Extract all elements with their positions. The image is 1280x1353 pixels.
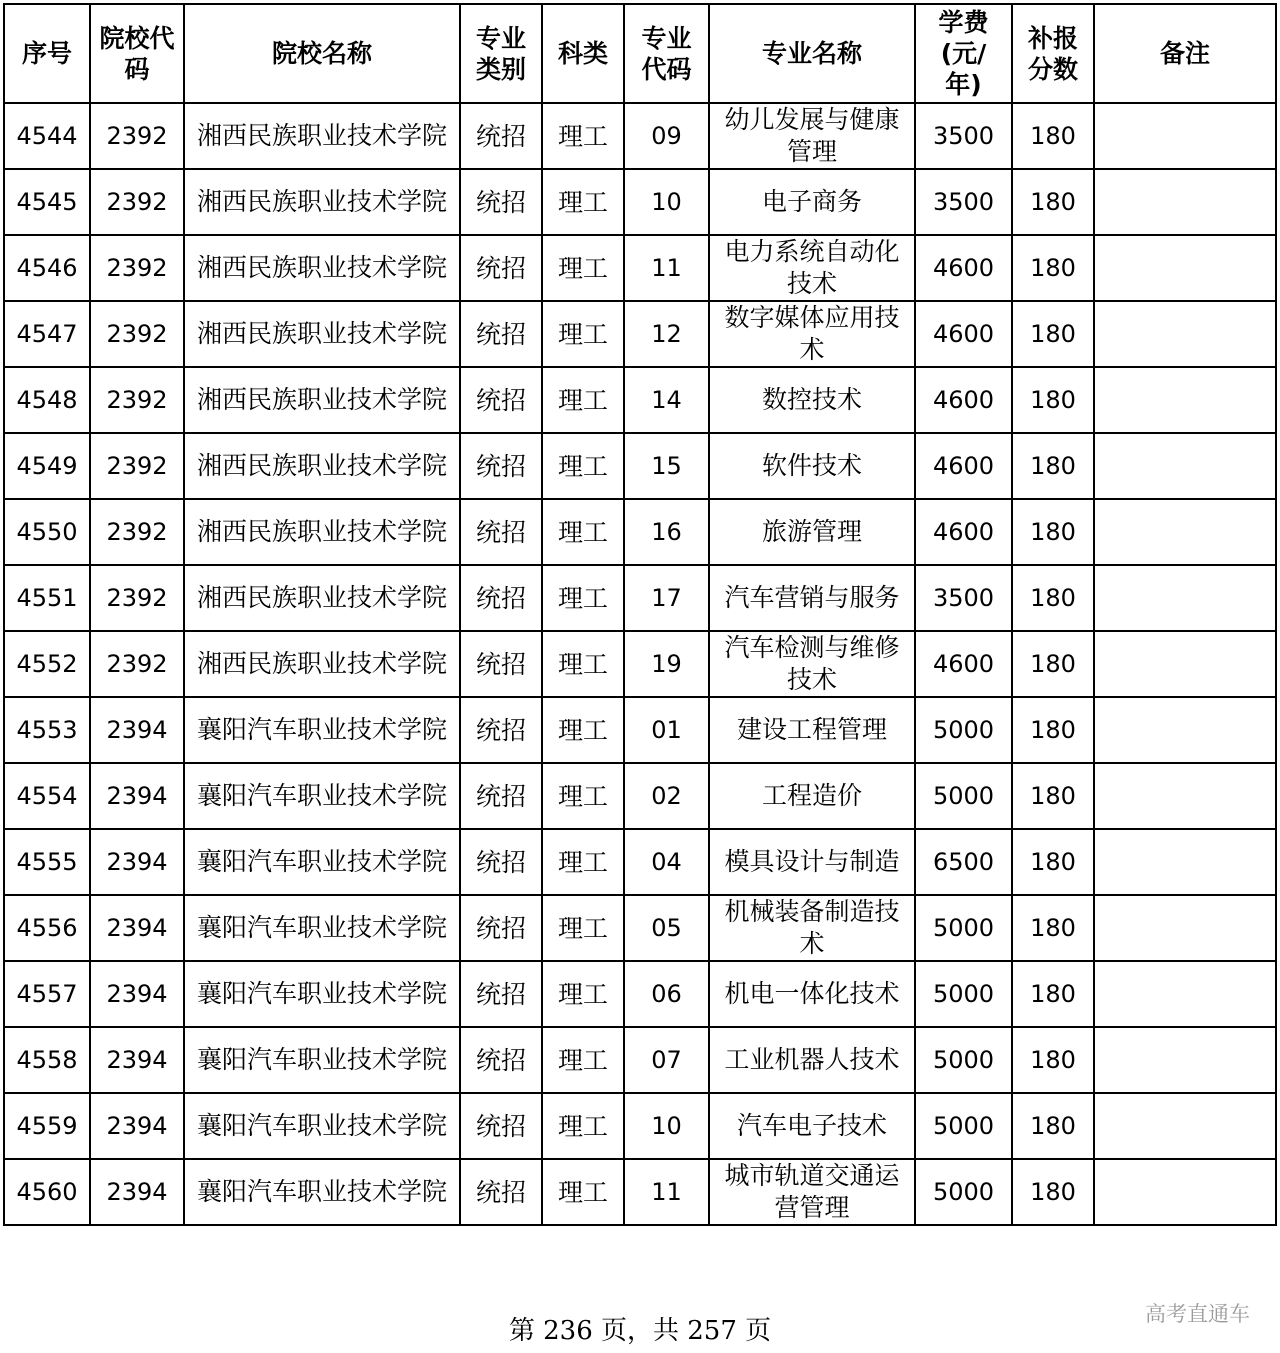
cell-major-category: 统招 [460, 1027, 542, 1093]
table-row [4, 895, 1276, 961]
cell-remarks [1094, 235, 1276, 301]
table-row [4, 565, 1276, 631]
cell-major-name: 数字媒体应用技术 [709, 301, 915, 367]
cell-seq: 4545 [4, 169, 90, 235]
cell-major-name: 工程造价 [709, 763, 915, 829]
cell-remarks [1094, 301, 1276, 367]
table-row [4, 103, 1276, 169]
cell-tuition: 3500 [915, 103, 1012, 169]
cell-subject-type: 理工 [542, 1093, 624, 1159]
watermark-text: 高考直通车 [1145, 1302, 1250, 1326]
table-row [4, 961, 1276, 1027]
cell-major-code: 07 [624, 1027, 709, 1093]
cell-major-code: 09 [624, 103, 709, 169]
cell-subject-type: 理工 [542, 367, 624, 433]
admission-table [3, 3, 1277, 1226]
cell-major-code: 06 [624, 961, 709, 1027]
cell-school-name: 湘西民族职业技术学院 [184, 631, 460, 697]
cell-major-code: 19 [624, 631, 709, 697]
cell-remarks [1094, 1093, 1276, 1159]
cell-major-category: 统招 [460, 961, 542, 1027]
cell-seq: 4544 [4, 103, 90, 169]
cell-major-name: 建设工程管理 [709, 697, 915, 763]
table-row [4, 1093, 1276, 1159]
cell-seq: 4551 [4, 565, 90, 631]
table-row [4, 367, 1276, 433]
cell-major-category: 统招 [460, 1093, 542, 1159]
cell-major-code: 12 [624, 301, 709, 367]
cell-subject-type: 理工 [542, 565, 624, 631]
cell-subject-type: 理工 [542, 697, 624, 763]
cell-tuition: 6500 [915, 829, 1012, 895]
cell-subject-type: 理工 [542, 1027, 624, 1093]
cell-school-code: 2392 [90, 433, 184, 499]
cell-seq: 4559 [4, 1093, 90, 1159]
cell-major-category: 统招 [460, 763, 542, 829]
header-remarks: 备注 [1094, 4, 1276, 103]
cell-school-code: 2394 [90, 895, 184, 961]
cell-supplement-score: 180 [1012, 697, 1094, 763]
cell-school-code: 2394 [90, 829, 184, 895]
cell-remarks [1094, 829, 1276, 895]
cell-major-name: 机电一体化技术 [709, 961, 915, 1027]
cell-school-name: 湘西民族职业技术学院 [184, 565, 460, 631]
cell-tuition: 5000 [915, 1093, 1012, 1159]
cell-tuition: 4600 [915, 301, 1012, 367]
cell-major-category: 统招 [460, 829, 542, 895]
cell-tuition: 4600 [915, 367, 1012, 433]
cell-subject-type: 理工 [542, 631, 624, 697]
cell-school-code: 2392 [90, 301, 184, 367]
cell-seq: 4550 [4, 499, 90, 565]
cell-subject-type: 理工 [542, 499, 624, 565]
table-row [4, 1159, 1276, 1225]
cell-seq: 4548 [4, 367, 90, 433]
cell-tuition: 5000 [915, 961, 1012, 1027]
cell-school-name: 湘西民族职业技术学院 [184, 367, 460, 433]
cell-seq: 4554 [4, 763, 90, 829]
cell-subject-type: 理工 [542, 433, 624, 499]
cell-supplement-score: 180 [1012, 631, 1094, 697]
cell-major-category: 统招 [460, 301, 542, 367]
cell-major-name: 汽车营销与服务 [709, 565, 915, 631]
cell-subject-type: 理工 [542, 103, 624, 169]
cell-major-name: 数控技术 [709, 367, 915, 433]
cell-school-code: 2392 [90, 565, 184, 631]
cell-major-code: 01 [624, 697, 709, 763]
cell-school-code: 2394 [90, 1027, 184, 1093]
cell-supplement-score: 180 [1012, 565, 1094, 631]
header-major-category: 专业类别 [460, 4, 542, 103]
cell-seq: 4552 [4, 631, 90, 697]
cell-major-category: 统招 [460, 169, 542, 235]
cell-seq: 4555 [4, 829, 90, 895]
cell-school-name: 湘西民族职业技术学院 [184, 433, 460, 499]
cell-remarks [1094, 103, 1276, 169]
cell-tuition: 3500 [915, 565, 1012, 631]
cell-major-category: 统招 [460, 565, 542, 631]
cell-seq: 4557 [4, 961, 90, 1027]
cell-school-name: 湘西民族职业技术学院 [184, 169, 460, 235]
cell-tuition: 4600 [915, 433, 1012, 499]
cell-major-code: 04 [624, 829, 709, 895]
cell-major-code: 05 [624, 895, 709, 961]
cell-remarks [1094, 895, 1276, 961]
cell-subject-type: 理工 [542, 829, 624, 895]
cell-major-name: 电子商务 [709, 169, 915, 235]
cell-remarks [1094, 631, 1276, 697]
cell-school-code: 2392 [90, 631, 184, 697]
cell-major-category: 统招 [460, 235, 542, 301]
cell-major-name: 旅游管理 [709, 499, 915, 565]
cell-school-name: 襄阳汽车职业技术学院 [184, 763, 460, 829]
cell-school-name: 襄阳汽车职业技术学院 [184, 1093, 460, 1159]
cell-major-category: 统招 [460, 367, 542, 433]
table-row [4, 433, 1276, 499]
cell-major-code: 10 [624, 169, 709, 235]
cell-school-code: 2392 [90, 235, 184, 301]
cell-tuition: 5000 [915, 1027, 1012, 1093]
cell-subject-type: 理工 [542, 169, 624, 235]
cell-tuition: 5000 [915, 1159, 1012, 1225]
cell-school-name: 湘西民族职业技术学院 [184, 103, 460, 169]
cell-seq: 4558 [4, 1027, 90, 1093]
cell-remarks [1094, 433, 1276, 499]
cell-school-code: 2392 [90, 169, 184, 235]
cell-school-code: 2394 [90, 763, 184, 829]
cell-school-code: 2394 [90, 961, 184, 1027]
cell-seq: 4549 [4, 433, 90, 499]
cell-seq: 4546 [4, 235, 90, 301]
table-row [4, 631, 1276, 697]
cell-major-name: 工业机器人技术 [709, 1027, 915, 1093]
page-number: 第 236 页，共 257 页 [508, 1316, 772, 1346]
cell-major-code: 16 [624, 499, 709, 565]
table-row [4, 763, 1276, 829]
header-subject-type: 科类 [542, 4, 624, 103]
cell-school-name: 襄阳汽车职业技术学院 [184, 1159, 460, 1225]
cell-supplement-score: 180 [1012, 367, 1094, 433]
cell-major-name: 汽车电子技术 [709, 1093, 915, 1159]
cell-school-name: 襄阳汽车职业技术学院 [184, 697, 460, 763]
cell-major-category: 统招 [460, 697, 542, 763]
cell-subject-type: 理工 [542, 301, 624, 367]
cell-tuition: 3500 [915, 169, 1012, 235]
cell-tuition: 5000 [915, 697, 1012, 763]
cell-school-name: 湘西民族职业技术学院 [184, 499, 460, 565]
cell-seq: 4556 [4, 895, 90, 961]
header-school-name: 院校名称 [184, 4, 460, 103]
cell-supplement-score: 180 [1012, 433, 1094, 499]
cell-major-code: 11 [624, 235, 709, 301]
header-major-code: 专业代码 [624, 4, 709, 103]
cell-seq: 4553 [4, 697, 90, 763]
cell-remarks [1094, 697, 1276, 763]
table-row [4, 499, 1276, 565]
cell-subject-type: 理工 [542, 1159, 624, 1225]
cell-major-name: 软件技术 [709, 433, 915, 499]
cell-supplement-score: 180 [1012, 301, 1094, 367]
cell-remarks [1094, 1159, 1276, 1225]
cell-supplement-score: 180 [1012, 961, 1094, 1027]
cell-subject-type: 理工 [542, 895, 624, 961]
cell-major-code: 11 [624, 1159, 709, 1225]
cell-major-code: 10 [624, 1093, 709, 1159]
cell-major-code: 02 [624, 763, 709, 829]
cell-school-code: 2394 [90, 697, 184, 763]
header-major-name: 专业名称 [709, 4, 915, 103]
cell-remarks [1094, 1027, 1276, 1093]
cell-supplement-score: 180 [1012, 499, 1094, 565]
table-row [4, 301, 1276, 367]
cell-major-name: 幼儿发展与健康管理 [709, 103, 915, 169]
cell-supplement-score: 180 [1012, 829, 1094, 895]
cell-supplement-score: 180 [1012, 1159, 1094, 1225]
cell-remarks [1094, 961, 1276, 1027]
cell-tuition: 4600 [915, 499, 1012, 565]
cell-tuition: 4600 [915, 631, 1012, 697]
cell-major-name: 汽车检测与维修技术 [709, 631, 915, 697]
cell-major-category: 统招 [460, 631, 542, 697]
cell-school-name: 襄阳汽车职业技术学院 [184, 895, 460, 961]
cell-supplement-score: 180 [1012, 169, 1094, 235]
header-seq: 序号 [4, 4, 90, 103]
cell-school-name: 湘西民族职业技术学院 [184, 301, 460, 367]
cell-major-code: 15 [624, 433, 709, 499]
cell-subject-type: 理工 [542, 763, 624, 829]
cell-seq: 4547 [4, 301, 90, 367]
cell-seq: 4560 [4, 1159, 90, 1225]
table-row [4, 235, 1276, 301]
cell-supplement-score: 180 [1012, 1093, 1094, 1159]
table-header-row [4, 4, 1276, 103]
cell-school-code: 2392 [90, 499, 184, 565]
cell-subject-type: 理工 [542, 235, 624, 301]
cell-major-code: 14 [624, 367, 709, 433]
cell-supplement-score: 180 [1012, 895, 1094, 961]
cell-major-category: 统招 [460, 433, 542, 499]
cell-supplement-score: 180 [1012, 103, 1094, 169]
cell-major-name: 城市轨道交通运营管理 [709, 1159, 915, 1225]
cell-tuition: 5000 [915, 895, 1012, 961]
cell-school-code: 2392 [90, 103, 184, 169]
cell-remarks [1094, 763, 1276, 829]
cell-major-code: 17 [624, 565, 709, 631]
table-row [4, 169, 1276, 235]
cell-major-name: 电力系统自动化技术 [709, 235, 915, 301]
cell-school-code: 2394 [90, 1093, 184, 1159]
cell-remarks [1094, 565, 1276, 631]
cell-major-category: 统招 [460, 1159, 542, 1225]
cell-school-code: 2394 [90, 1159, 184, 1225]
header-supplement-score: 补报分数 [1012, 4, 1094, 103]
cell-supplement-score: 180 [1012, 763, 1094, 829]
cell-remarks [1094, 169, 1276, 235]
cell-major-category: 统招 [460, 499, 542, 565]
cell-school-name: 襄阳汽车职业技术学院 [184, 1027, 460, 1093]
table-row [4, 697, 1276, 763]
cell-major-category: 统招 [460, 103, 542, 169]
header-tuition: 学费(元/年) [915, 4, 1012, 103]
cell-remarks [1094, 499, 1276, 565]
cell-school-code: 2392 [90, 367, 184, 433]
table-body [4, 103, 1276, 1225]
cell-supplement-score: 180 [1012, 235, 1094, 301]
table-row [4, 1027, 1276, 1093]
header-school-code: 院校代码 [90, 4, 184, 103]
cell-subject-type: 理工 [542, 961, 624, 1027]
cell-remarks [1094, 367, 1276, 433]
table-row [4, 829, 1276, 895]
cell-major-category: 统招 [460, 895, 542, 961]
cell-tuition: 5000 [915, 763, 1012, 829]
cell-major-name: 机械装备制造技术 [709, 895, 915, 961]
cell-school-name: 湘西民族职业技术学院 [184, 235, 460, 301]
cell-school-name: 襄阳汽车职业技术学院 [184, 829, 460, 895]
cell-major-name: 模具设计与制造 [709, 829, 915, 895]
cell-tuition: 4600 [915, 235, 1012, 301]
cell-supplement-score: 180 [1012, 1027, 1094, 1093]
cell-school-name: 襄阳汽车职业技术学院 [184, 961, 460, 1027]
